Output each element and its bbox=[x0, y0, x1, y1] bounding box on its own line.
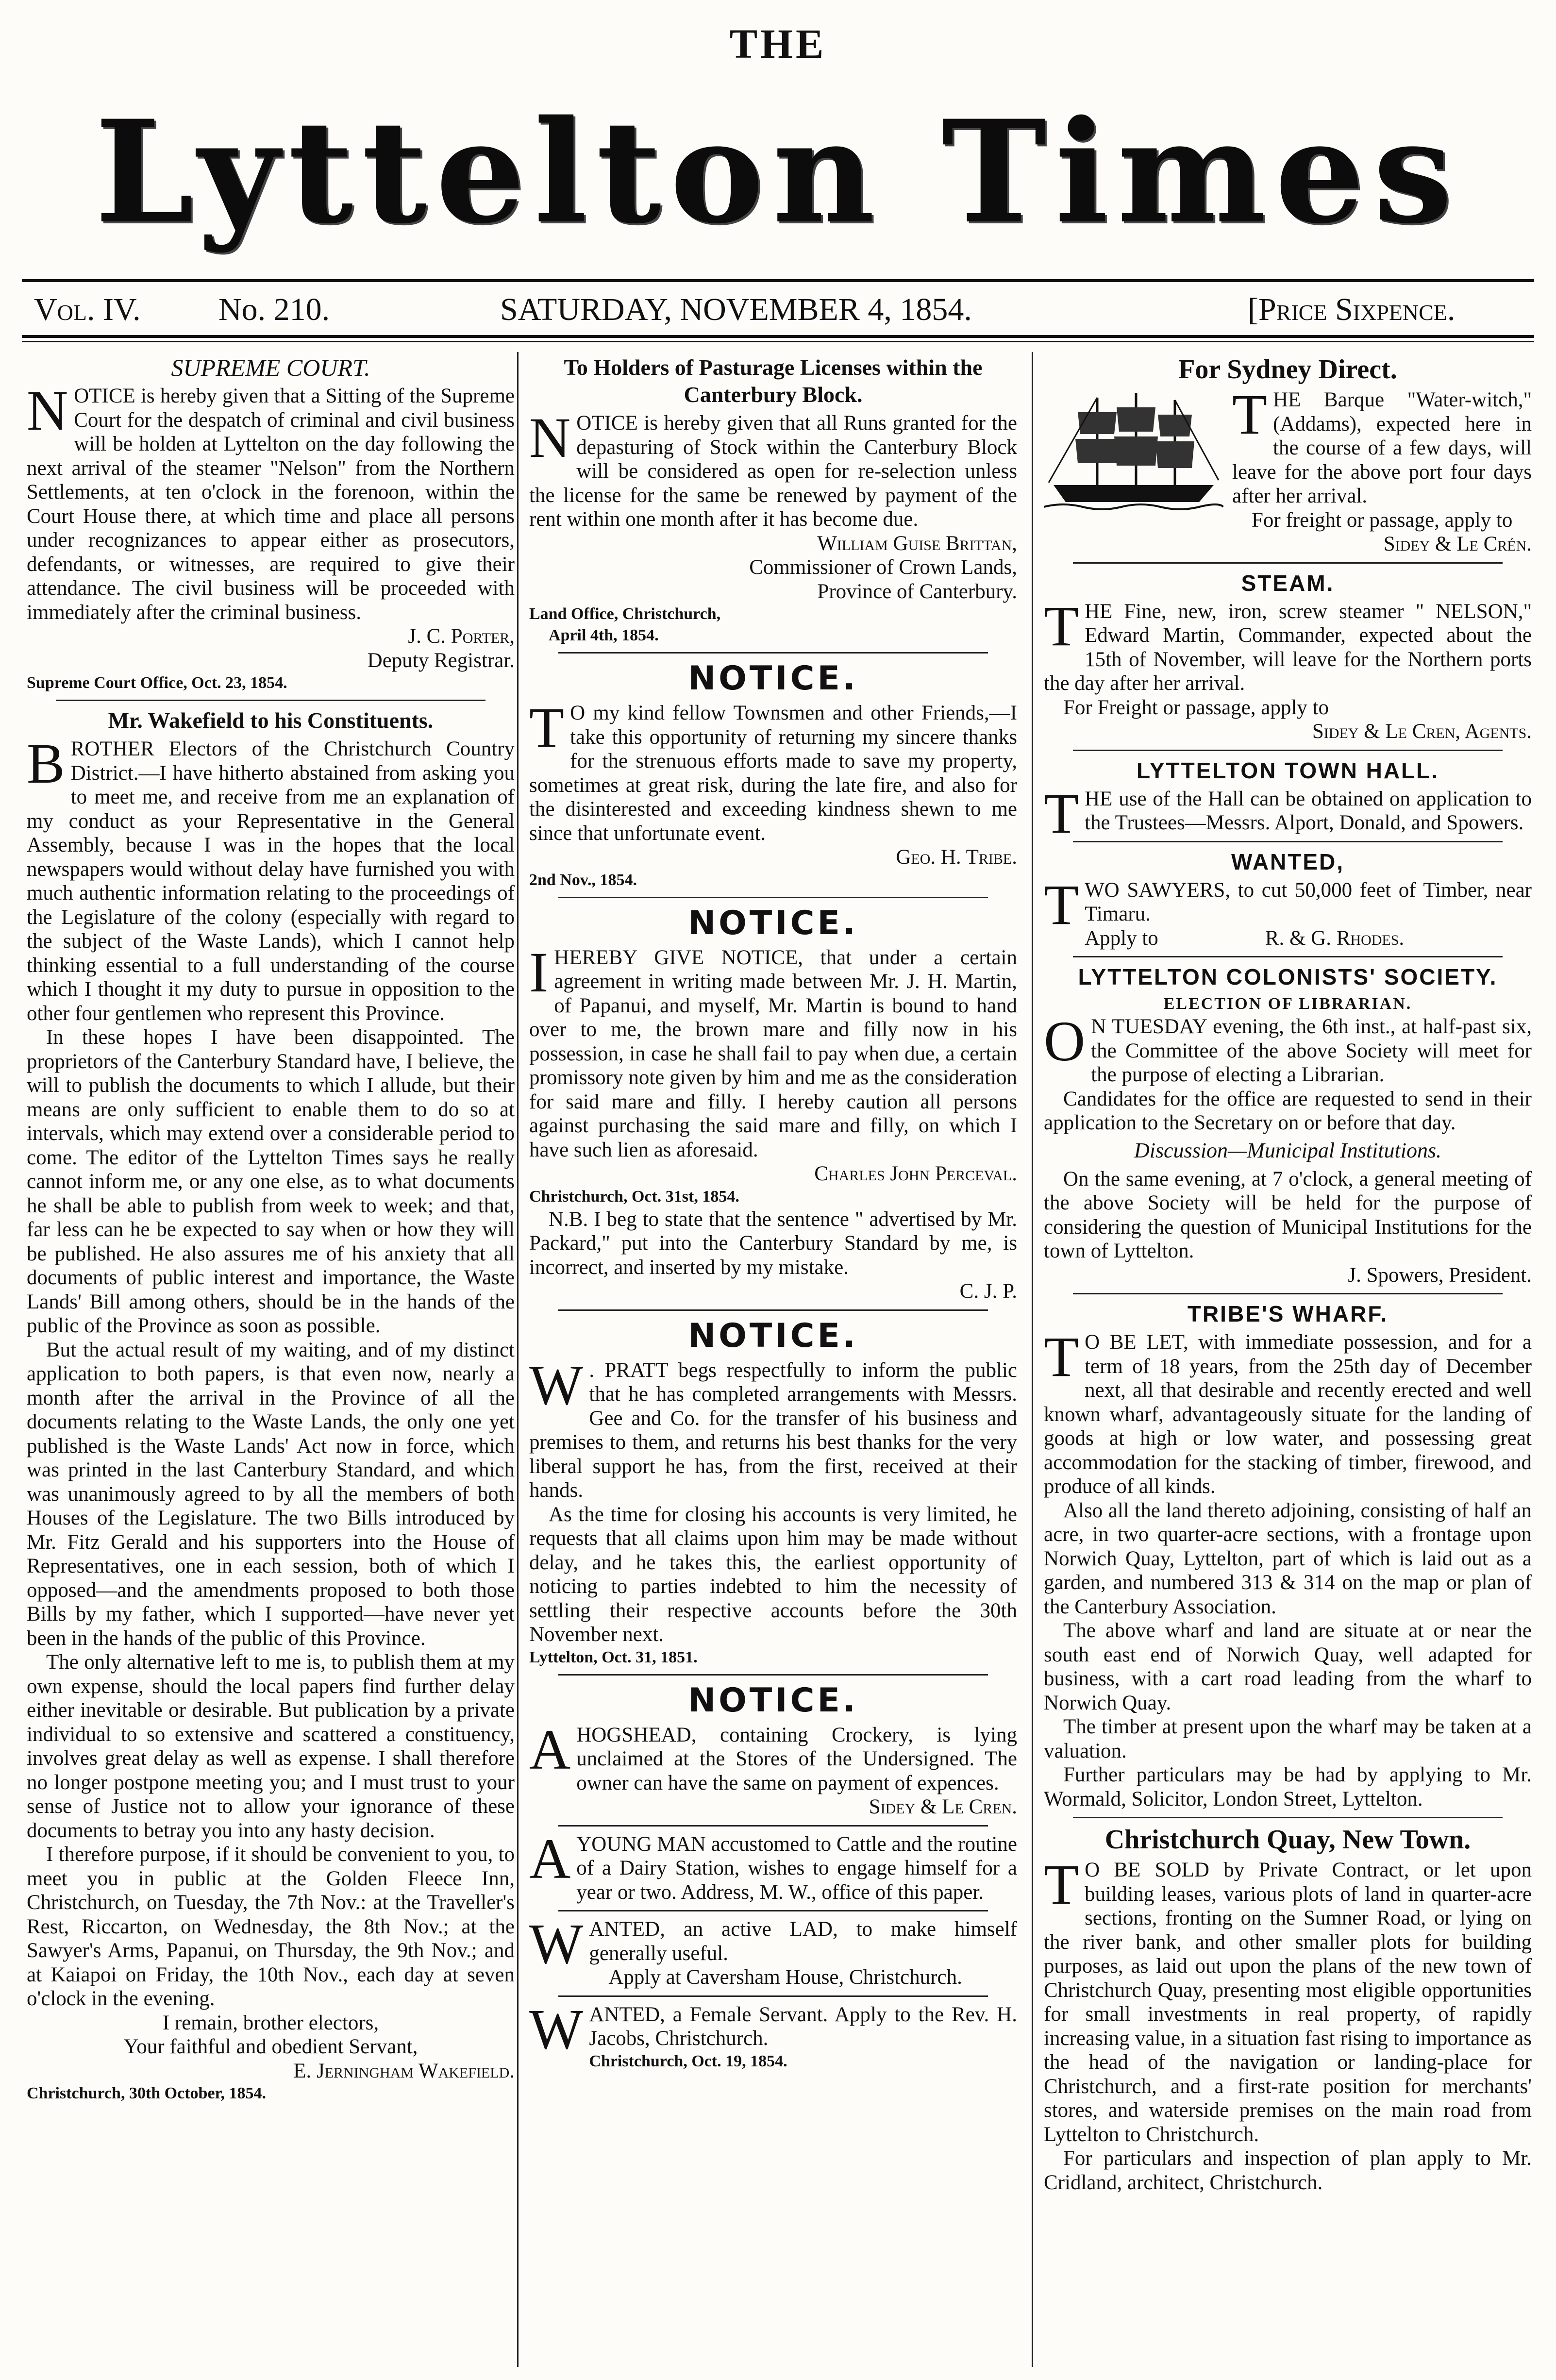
divider bbox=[1073, 841, 1503, 842]
christchurch-quay-body: O BE SOLD by Private Contract, or let upon building leases, various plots of land in quarter-acre sections, fronting on the Sumner Road, or lying on the river bank, and other smaller plots for building purposes, as laid out upon the plans of the new town of Christchurch Quay, presenting most eligible opportunities for small investments in real property, of rapidly increasing value, in a situation fast rising to importance as the head of the navigation or landing-place for Christchurch, and a first-rate position for merchants' stores, and waterside premises on the main road from Lyttelton to Christchurch. bbox=[1044, 1859, 1532, 2146]
divider bbox=[1073, 1293, 1503, 1294]
tribes-wharf-heading: TRIBE'S WHARF. bbox=[1187, 1301, 1389, 1326]
pratt-notice-date: Lyttelton, Oct. 31, 1851. bbox=[529, 1648, 698, 1666]
tribe-notice-date: 2nd Nov., 1854. bbox=[529, 871, 637, 889]
pasturage-signature-title: Commissioner of Crown Lands, bbox=[749, 556, 1017, 579]
drop-cap: T bbox=[1232, 383, 1268, 446]
wakefield-paragraph: In these hopes I have been disappointed. The proprietors of the Canterbury Standard have, I believe, the will to publish the documents to which I allude, but their means are only sufficient to enable them to do so at intervals, which may extend over a considerable period to come. The editor of the Lyttelton Times says he really cannot inform me, or any one else, as to what documents he shall be able to publish from week to week; and that, far less can he be expected to say when or how they will be published. He also assures me of his anxiety that all documents of public interest and importance, the Waste Lands' Bill among others, should be in the hands of the public of the Province as soon as possible. bbox=[27, 1026, 515, 1337]
divider bbox=[558, 652, 988, 654]
tribes-wharf-paragraph: The timber at present upon the wharf may be taken at a valuation. bbox=[1044, 1715, 1532, 1762]
servant-wanted-ad bbox=[529, 1997, 1017, 2072]
column-2 bbox=[529, 352, 1017, 2077]
town-hall-body: HE use of the Hall can be obtained on application to the Trustees—Messrs. Alport, Donald, and Spowers. bbox=[1085, 787, 1532, 834]
supreme-court-heading: SUPREME COURT. bbox=[171, 354, 370, 381]
young-man-body: YOUNG MAN accustomed to Cattle and the routine of a Dairy Station, wishes to engage himself for a year or two. Address, M. W., office of this paper. bbox=[576, 1832, 1017, 1904]
colonists-society-body: N TUESDAY evening, the 6th inst., at half-past six, the Committee of the above Society will meet for the purpose of electing a Librarian. bbox=[1091, 1015, 1532, 1086]
steam-signature: Sidey & Le Cren, Agents. bbox=[1312, 720, 1532, 743]
divider bbox=[1073, 750, 1503, 751]
drop-cap: A bbox=[529, 1827, 571, 1891]
sawyers-wanted-signature: R. & G. Rhodes. bbox=[1265, 926, 1405, 950]
perceval-nb: N.B. I beg to state that the sentence " advertised by Mr. Packard," put into the Canterbury Standard by me, is incorrect, and inserted by my mistake. bbox=[529, 1207, 1017, 1279]
wakefield-closing: Your faithful and obedient Servant, bbox=[123, 2035, 418, 2058]
volume-number: Vol. IV. bbox=[34, 292, 141, 327]
wakefield-signature: E. Jerningham Wakefield. bbox=[293, 2059, 515, 2082]
colonists-society-heading: LYTTELTON COLONISTS' SOCIETY. bbox=[1078, 964, 1498, 989]
steam-ad bbox=[1044, 570, 1532, 744]
issue-number: No. 210. bbox=[218, 292, 330, 327]
sawyers-wanted-ad bbox=[1044, 848, 1532, 951]
ship-icon bbox=[1044, 388, 1223, 514]
hogshead-notice bbox=[529, 1681, 1017, 1819]
steam-heading: STEAM. bbox=[1241, 570, 1335, 596]
wakefield-paragraph: The only alternative left to me is, to publish them at my own expense, should the local papers find further delay either inevitable or desirable. But publication by a private individual to so extensive and scattered a constituency, involves great delay as well as expense. I shall therefore no longer postpone meeting you; and I must trust to your sense of Justice not to allow your ignorance of these documents to betray you into any hasty decision. bbox=[27, 1651, 515, 1842]
sydney-heading: For Sydney Direct. bbox=[1178, 354, 1397, 385]
column-3 bbox=[1044, 352, 1532, 2199]
discussion-body: On the same evening, at 7 o'clock, a general meeting of the above Society will be held for the purpose of considering the question of Municipal Institutions for the town of Lyttelton. bbox=[1044, 1167, 1532, 1262]
pratt-notice bbox=[529, 1317, 1017, 1668]
wakefield-letter bbox=[27, 707, 515, 2104]
sawyers-wanted-body: WO SAWYERS, to cut 50,000 feet of Timber, near Timaru. bbox=[1085, 878, 1532, 925]
drop-cap: T bbox=[1044, 1853, 1079, 1916]
colonists-society-subheading: ELECTION OF LIBRARIAN. bbox=[1163, 995, 1412, 1013]
divider bbox=[558, 897, 988, 898]
drop-cap: T bbox=[1044, 781, 1079, 845]
issue-price: [Price Sixpence. bbox=[1248, 292, 1456, 327]
divider bbox=[1073, 1817, 1503, 1818]
drop-cap: T bbox=[529, 696, 565, 759]
notice-heading: NOTICE. bbox=[688, 1681, 858, 1720]
discussion-heading: Discussion—Municipal Institutions. bbox=[1134, 1138, 1442, 1162]
perceval-notice bbox=[529, 904, 1017, 1304]
colonists-society-paragraph: Candidates for the office are requested to send in their application to the Secretary on or before that day. bbox=[1044, 1087, 1532, 1134]
perceval-date: Christchurch, Oct. 31st, 1854. bbox=[529, 1187, 739, 1206]
drop-cap: N bbox=[529, 406, 571, 469]
pratt-notice-body: . PRATT begs respectfully to inform the public that he has completed arrangements with Messrs. Gee and Co. for the transfer of his business and premises to them, and returns his best thanks for the very liberal support he has, from the first, received at their hands. bbox=[529, 1358, 1017, 1502]
masthead-bottom-rule bbox=[22, 335, 1534, 338]
tribes-wharf-paragraph: The above wharf and land are situate at or near the south east end of Norwich Quay, well adapted for business, with a cart road leading from the wharf to Norwich Quay. bbox=[1044, 1619, 1532, 1714]
wakefield-heading: Mr. Wakefield to his Constituents. bbox=[108, 708, 434, 733]
perceval-signature: Charles John Perceval. bbox=[814, 1162, 1017, 1185]
drop-cap: I bbox=[529, 940, 549, 1004]
sydney-signature: Sidey & Le Crén. bbox=[1383, 533, 1532, 555]
masthead-top-rule bbox=[22, 279, 1534, 282]
notice-heading: NOTICE. bbox=[688, 1316, 858, 1355]
divider bbox=[56, 700, 485, 701]
perceval-nb-signature: C. J. P. bbox=[959, 1280, 1017, 1303]
divider bbox=[1073, 956, 1503, 957]
servant-wanted-date: Christchurch, Oct. 19, 1854. bbox=[589, 2052, 787, 2070]
lad-wanted-body: ANTED, an active LAD, to make himself generally useful. bbox=[589, 1918, 1017, 1965]
wakefield-paragraph: ROTHER Electors of the Christchurch Country District.—I have hitherto abstained from asking you to meet me, and receive from me an explanation of my conduct as your Representative in the General Assembly, because I was in the hopes that the local newspapers would without delay have furnished you with much authentic information relating to the proceedings of the Legislature of the colony (especially with regard to the subject of the Waste Lands), which I cannot help thinking essential to a full understanding of the course which I thought it my duty to pursue in opposition to the other four gentlemen who represent this Province. bbox=[27, 737, 515, 1025]
supreme-court-notice bbox=[27, 354, 515, 694]
drop-cap: B bbox=[27, 732, 65, 795]
pasturage-heading: To Holders of Pasturage Licenses within the Canterbury Block. bbox=[564, 355, 983, 407]
supreme-court-signature-title: Deputy Registrar. bbox=[367, 649, 515, 672]
column-separator-2 bbox=[1032, 352, 1033, 2367]
drop-cap: T bbox=[1044, 872, 1079, 937]
sydney-body: HE Barque "Water-witch," (Addams), expected here in the course of a few days, will leave for the above port four days after her arrival. bbox=[1232, 388, 1532, 507]
colonists-society-ad bbox=[1044, 963, 1532, 1287]
town-hall-ad bbox=[1044, 757, 1532, 845]
tribe-notice-body: O my kind fellow Townsmen and other Friends,—I take this opportunity of returning my sincere thanks for the strenuous efforts made to save my property, sometimes at great risk, during the late fire, and also for the disinterested and exceeding kindness shewn to me since that unfortunate event. bbox=[529, 702, 1017, 845]
christchurch-quay-ad bbox=[1044, 1824, 1532, 2195]
tribes-wharf-ad bbox=[1044, 1300, 1532, 1811]
wakefield-date: Christchurch, 30th October, 1854. bbox=[27, 2084, 266, 2102]
drop-cap: A bbox=[529, 1717, 571, 1781]
divider bbox=[558, 1825, 988, 1827]
pasturage-body: OTICE is hereby given that all Runs granted for the depasturing of Stock within the Canterbury Block will be considered as open for re-selection unless the license for the same be renewed by payment of the rent within one month after it has become due. bbox=[529, 412, 1017, 531]
servant-wanted-body: ANTED, a Female Servant. Apply to the Rev. H. Jacobs, Christchurch. bbox=[589, 2003, 1017, 2050]
wakefield-paragraph: I therefore purpose, if it should be convenient to you, to meet you in public at the Golden Fleece Inn, Christchurch, on Tuesday, the 7th Nov.: at the Traveller's Rest, Riccarton, on Wednesday, the 8th Nov.; at the Sawyer's Arms, Papanui, on Thursday, the 9th Nov.; and at Kaiapoi on Friday, the 10th Nov., each day at seven o'clock in the evening. bbox=[27, 1843, 515, 2010]
issue-date: SATURDAY, NOVEMBER 4, 1854. bbox=[500, 292, 972, 327]
drop-cap: T bbox=[1044, 1325, 1079, 1389]
tribes-wharf-paragraph: Further particulars may be had by applying to Mr. Wormald, Solicitor, London Street, Lyttelton. bbox=[1044, 1763, 1532, 1810]
divider bbox=[558, 1995, 988, 1997]
divider bbox=[558, 1309, 988, 1311]
lad-wanted-apply: Apply at Caversham House, Christchurch. bbox=[608, 1966, 962, 1989]
divider bbox=[558, 1910, 988, 1911]
sydney-apply: For freight or passage, apply to bbox=[1252, 508, 1513, 532]
pasturage-notice bbox=[529, 354, 1017, 646]
hogshead-signature: Sidey & Le Cren. bbox=[869, 1795, 1017, 1818]
tribe-notice bbox=[529, 659, 1017, 891]
notice-heading: NOTICE. bbox=[688, 659, 858, 698]
supreme-court-body: OTICE is hereby given that a Sitting of the Supreme Court for the despatch of criminal and civil business will be holden at Lyttelton on the day following the next arrival of the steamer "Nelson" from the Northern Settlements, at ten o'clock in the forenoon, within the Court House there, at which time and place all persons under recognizances to appear either as prosecutors, defendants, or witnesses, are required to give their attendance. The civil business will be proceeded with immediately after the criminal business. bbox=[27, 385, 515, 624]
young-man-ad bbox=[529, 1827, 1017, 1905]
perceval-notice-body: HEREBY GIVE NOTICE, that under a certain agreement in writing made between Mr. J. H. Martin, of Papanui, and myself, Mr. Martin is bound to hand over to me, the brown mare and filly now in his possession, in case he shall fail to pay when due, a certain promissory note given by him and me as the consideration for said mare and filly. I hereby caution all persons against purchasing the said mare and filly, on which I have such lien as aforesaid. bbox=[529, 946, 1017, 1161]
pratt-notice-paragraph: As the time for closing his accounts is very limited, he requests that all claims upon him may be made without delay, and he takes this, the earliest opportunity of noticing to parties indebted to him the necessity of settling their respective accounts before the 30th November next. bbox=[529, 1503, 1017, 1646]
sawyers-wanted-heading: WANTED, bbox=[1231, 849, 1345, 874]
lad-wanted-ad bbox=[529, 1912, 1017, 1990]
notice-heading: NOTICE. bbox=[688, 904, 858, 942]
drop-cap: O bbox=[1044, 1009, 1086, 1073]
wakefield-closing: I remain, brother electors, bbox=[162, 2011, 379, 2034]
sawyers-wanted-apply: Apply to bbox=[1085, 926, 1158, 950]
drop-cap: N bbox=[27, 379, 68, 442]
masthead-bottom-rule-thin bbox=[22, 341, 1534, 342]
steam-apply: For Freight or passage, apply to bbox=[1063, 696, 1329, 719]
sydney-ad bbox=[1044, 354, 1532, 556]
supreme-court-signature: J. C. Porter, bbox=[408, 625, 515, 648]
supreme-court-office: Supreme Court Office, Oct. 23, 1854. bbox=[27, 674, 287, 692]
town-hall-heading: LYTTELTON TOWN HALL. bbox=[1136, 757, 1439, 783]
dateline bbox=[34, 290, 1520, 329]
drop-cap: W bbox=[529, 1353, 584, 1417]
steam-body: HE Fine, new, iron, screw steamer " NELSON," Edward Martin, Commander, expected about the 15th of November, will leave for the Northern ports the day after her arrival. bbox=[1044, 600, 1532, 695]
tribe-notice-signature: Geo. H. Tribe. bbox=[896, 846, 1017, 869]
drop-cap: W bbox=[529, 1912, 584, 1976]
pasturage-signature: William Guise Brittan, bbox=[817, 532, 1017, 555]
pasturage-signature-title: Province of Canterbury. bbox=[817, 580, 1017, 603]
drop-cap: W bbox=[529, 1997, 584, 2061]
column-separator-1 bbox=[517, 352, 519, 2367]
tribes-wharf-body: O BE LET, with immediate possession, and for a term of 18 years, from the 25th day of December next, all that desirable and recently erected and well known wharf, advantageously situate for the landing of goods at high or low water, and possessing great accommodation for the stacking of timber, firewood, and produce of all kinds. bbox=[1044, 1331, 1532, 1498]
divider bbox=[558, 1674, 988, 1676]
wakefield-paragraph: But the actual result of my waiting, and of my distinct application to both papers, is that even now, nearly a month after the arrival in the Province of all the documents relating to the Waste Lands, the only one yet published is the Waste Lands' Act now in force, which was printed in the last Canterbury Standard, and which was unanimously agreed to by all the members of both Houses of the Legislature. The two Bills introduced by Mr. Fitz Gerald and his supporters into the House of Representatives, one in each session, both of which I opposed—and the amendments proposed to both those Bills by my father, which I supported—have never yet been in the hands of the public of this Province. bbox=[27, 1338, 515, 1650]
pasturage-office-date: April 4th, 1854. bbox=[549, 626, 659, 644]
divider bbox=[1073, 562, 1503, 564]
drop-cap: T bbox=[1044, 594, 1079, 658]
discussion-signature: J. Spowers, President. bbox=[1348, 1263, 1532, 1287]
hogshead-body: HOGSHEAD, containing Crockery, is lying unclaimed at the Stores of the Undersigned. The owner can have the same on payment of expences. bbox=[576, 1723, 1017, 1794]
christchurch-quay-paragraph: For particulars and inspection of plan apply to Mr. Cridland, architect, Christchurch. bbox=[1044, 2147, 1532, 2194]
christchurch-quay-heading: Christchurch Quay, New Town. bbox=[1104, 1825, 1471, 1855]
pasturage-office: Land Office, Christchurch, bbox=[529, 605, 721, 623]
masthead-title: Lyttelton Times bbox=[95, 90, 1461, 255]
column-1 bbox=[27, 352, 515, 2109]
tribes-wharf-paragraph: Also all the land thereto adjoining, consisting of half an acre, in two quarter-acre sections, with a frontage upon Norwich Quay, Lyttelton, part of which is laid out as a garden, and numbered 313 & 314 on the map or plan of the Canterbury Association. bbox=[1044, 1499, 1532, 1618]
masthead-the: THE bbox=[729, 20, 827, 67]
